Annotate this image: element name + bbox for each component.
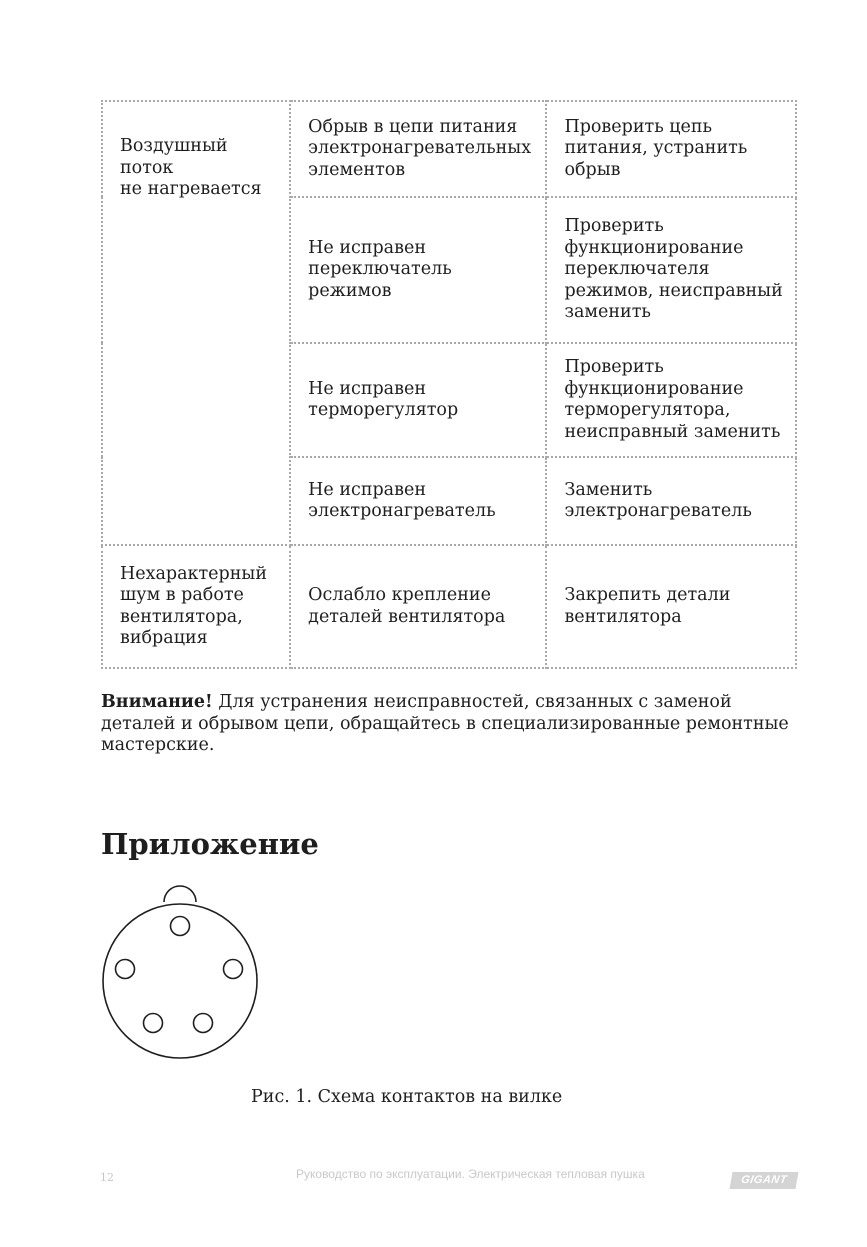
- plug-pinout-diagram: [100, 885, 260, 1060]
- symptom-cell: Нехарактерный шум в работе вентилятора, вибрация: [102, 545, 290, 668]
- cause-cell: Не исправен терморегулятор: [290, 343, 546, 457]
- plug-outline: [103, 904, 257, 1058]
- warning-text: Для устранения неисправностей, связанных с заменой деталей и обрывом цепи, обращайтесь в специализированные ремонтные мастерские.: [101, 692, 789, 755]
- footer-text: Руководство по эксплуатации. Электрическая тепловая пушка: [296, 1167, 645, 1181]
- table-row: [102, 545, 796, 668]
- cause-cell: Обрыв в цепи питания электронагревательных элементов: [290, 101, 546, 197]
- table-row: [102, 101, 796, 197]
- page-number: 12: [100, 1171, 114, 1184]
- symptom-cell: [102, 101, 290, 545]
- section-title: Приложение: [101, 827, 319, 861]
- cause-cell: Не исправен переключатель режимов: [290, 197, 546, 343]
- figure-caption: Рис. 1. Схема контактов на вилке: [251, 1087, 563, 1107]
- remedy-cell: Заменить электронагреватель: [546, 457, 796, 545]
- warning-note: [101, 692, 811, 757]
- warning-label: Внимание!: [101, 692, 213, 712]
- cause-cell: Не исправен электронагреватель: [290, 457, 546, 545]
- troubleshooting-table: [101, 100, 797, 669]
- remedy-cell: Проверить функционирование переключателя режимов, неисправный заменить: [546, 197, 796, 343]
- cause-cell: Ослабло крепление деталей вентилятора: [290, 545, 546, 668]
- remedy-cell: Проверить цепь питания, устранить обрыв: [546, 101, 796, 197]
- brand-logo: GIGANT: [730, 1172, 799, 1189]
- plug-key-tab: [164, 886, 196, 902]
- remedy-cell: Закрепить детали вентилятора: [546, 545, 796, 668]
- symptom-text: Воздушный поток не нагревается: [120, 136, 262, 199]
- remedy-cell: Проверить функционирование терморегулятора, неисправный заменить: [546, 343, 796, 457]
